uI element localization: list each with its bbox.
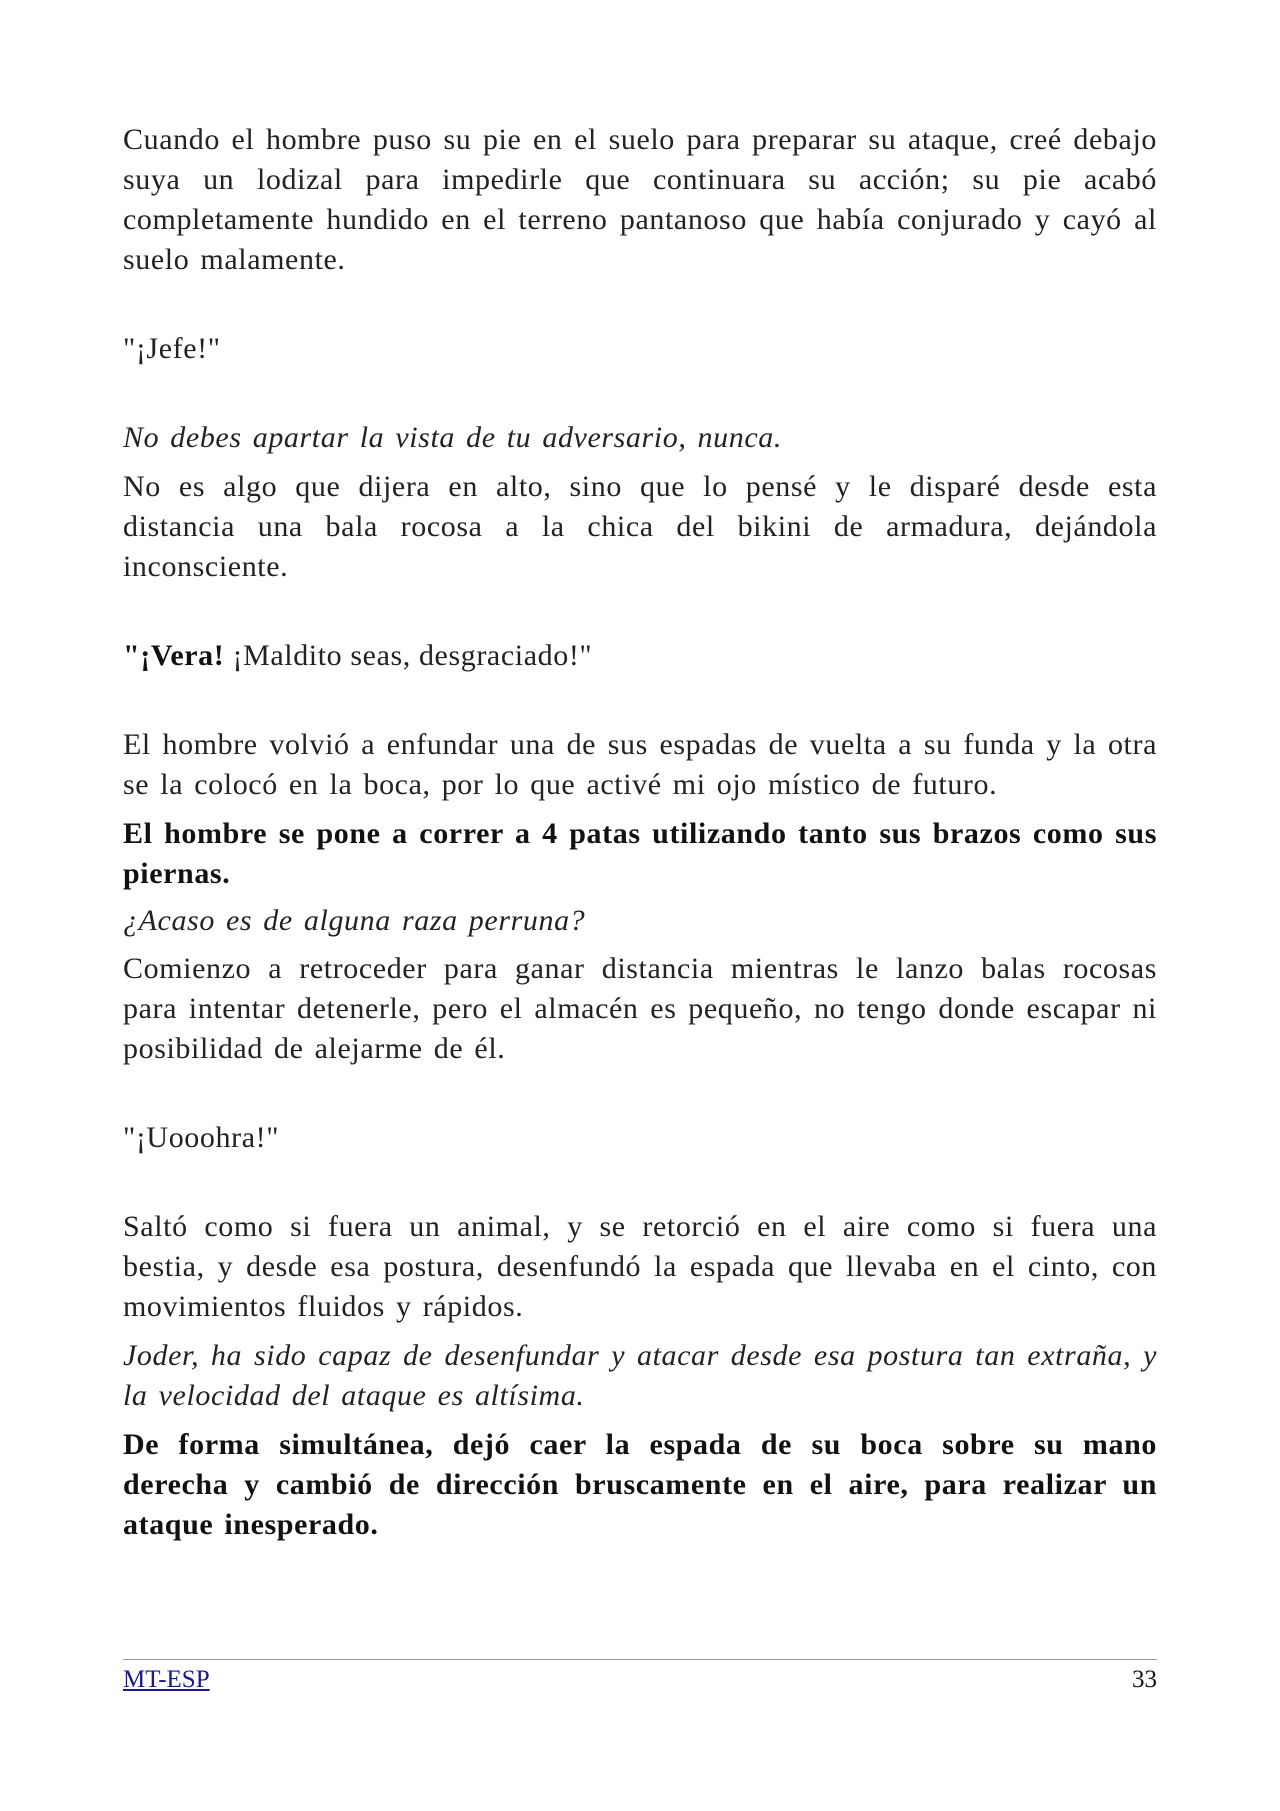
paragraph: Cuando el hombre puso su pie en el suelo para preparar su ataque, creé debajo suya un lodizal para impedirle que continuara su acción; su pie acabó completamente hundido en el terreno pantanoso que había conjurado y cayó al suelo malamente. xyxy=(123,123,1157,276)
paragraph: Comienzo a retroceder para ganar distancia mientras le lanzo balas rocosas para intentar detenerle, pero el almacén es pequeño, no tengo donde escapar ni posibilidad de alejarme de él. xyxy=(123,952,1157,1065)
page-number: 33 xyxy=(1132,1666,1157,1693)
dialogue-bold-name: "¡Vera! xyxy=(123,639,225,672)
dialogue-line: "¡Uooohra!" xyxy=(123,1121,280,1154)
thought-paragraph: No debes apartar la vista de tu adversario, nunca. xyxy=(123,421,782,454)
page-footer xyxy=(123,1659,1157,1696)
page-body xyxy=(123,120,1157,1545)
paragraph: Saltó como si fuera un animal, y se retorció en el aire como si fuera una bestia, y desde esa postura, desenfundó la espada que llevaba en el cinto, con movimientos fluidos y rápidos. xyxy=(123,1210,1157,1323)
thought-paragraph: ¿Acaso es de alguna raza perruna? xyxy=(123,904,586,937)
dialogue-rest: ¡Maldito seas, desgraciado!" xyxy=(224,639,593,672)
paragraph: No es algo que dijera en alto, sino que lo pensé y le disparé desde esta distancia una bala rocosa a la chica del bikini de armadura, dejándola inconsciente. xyxy=(123,470,1157,583)
dialogue-line: "¡Jefe!" xyxy=(123,332,221,365)
thought-paragraph: Joder, ha sido capaz de desenfundar y atacar desde esa postura tan extraña, y la velocidad del ataque es altísima. xyxy=(123,1339,1157,1412)
footer-link[interactable]: MT-ESP xyxy=(123,1666,210,1693)
paragraph: El hombre volvió a enfundar una de sus espadas de vuelta a su funda y la otra se la colocó en la boca, por lo que activé mi ojo místico de futuro. xyxy=(123,728,1157,801)
dialogue-line xyxy=(123,636,1157,676)
future-vision-paragraph: De forma simultánea, dejó caer la espada de su boca sobre su mano derecha y cambió de dirección bruscamente en el aire, para realizar un ataque inesperado. xyxy=(123,1428,1157,1541)
future-vision-paragraph: El hombre se pone a correr a 4 patas utilizando tanto sus brazos como sus piernas. xyxy=(123,817,1157,890)
